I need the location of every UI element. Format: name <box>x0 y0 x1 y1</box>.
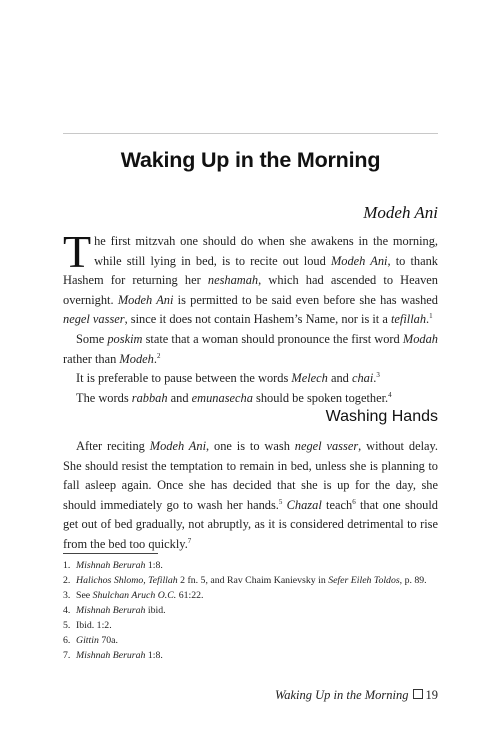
italic-term: Modeh <box>119 351 154 366</box>
text-run: rather than <box>63 351 120 366</box>
italic-term: Modah <box>402 331 438 346</box>
footnote-text-run: 61:22. <box>176 590 204 601</box>
italic-term: Modeh Ani <box>117 292 174 307</box>
footnote-italic-run: Gittin <box>76 635 99 646</box>
text-run: and <box>327 371 352 386</box>
chapter-title: Waking Up in the Morning <box>120 148 381 172</box>
italic-term: Modeh Ani, <box>330 253 391 268</box>
footnote-item <box>63 559 438 573</box>
text-run: , one is to wash <box>206 439 295 453</box>
italic-term: Modeh Ani <box>149 439 207 453</box>
top-rule <box>63 133 438 134</box>
section-title-modeh-ani: Modeh Ani <box>363 203 438 222</box>
footnote-ref-7[interactable]: 7 <box>187 536 192 545</box>
text-run: and <box>167 390 192 405</box>
italic-term: emunasecha <box>191 390 253 405</box>
paragraph-5 <box>63 437 438 555</box>
text-run: state that a woman should pronounce the first word <box>142 331 403 346</box>
text-run: After reciting <box>76 439 150 453</box>
footnote-italic-run: Mishnah Berurah <box>76 560 146 571</box>
footnote-item <box>63 604 438 618</box>
italic-term: Melech <box>291 371 328 386</box>
footnote-text-run: 1:8. <box>145 650 163 661</box>
italic-term: tefillah <box>390 312 427 327</box>
paragraph-1 <box>63 226 438 330</box>
footnote-text <box>76 559 438 573</box>
text-run: , which had ascended to Heaven overnight. <box>63 273 438 307</box>
text-run: , since it does not contain Hashem’s Name, nor is it a <box>124 312 391 327</box>
footnote-text <box>76 634 438 648</box>
drop-cap: T <box>63 226 92 277</box>
footnote-number: 4. <box>63 605 71 616</box>
footnote-text-run: 70a. <box>98 635 118 646</box>
footnote-number: 2. <box>63 575 71 586</box>
italic-term: Chazal <box>286 497 322 512</box>
footnote-ref-3[interactable]: 3 <box>376 371 380 380</box>
footnote-number: 7. <box>63 650 71 661</box>
footnote-ref-4[interactable]: 4 <box>388 390 392 399</box>
text-run: Some <box>76 331 108 346</box>
footnote-ref-1[interactable]: 1 <box>429 312 433 321</box>
footnote-text <box>76 604 438 618</box>
running-title: Waking Up in the Morning <box>274 688 409 702</box>
footnote-text <box>76 574 438 588</box>
section-modeh-ani-body <box>63 226 438 408</box>
footnote-item <box>63 574 438 588</box>
running-footer <box>275 688 438 703</box>
section-washing-hands-body <box>63 437 438 555</box>
text-run: that one should get out of bed gradually, not abruptly, as it is considered detrimental to rise from the bed too quickly. <box>63 497 438 551</box>
text-run: It is preferable to pause between the words <box>76 371 292 386</box>
footnote-text <box>76 589 438 603</box>
footnote-item <box>63 649 438 663</box>
footnote-text-run: , p. 89. <box>399 575 427 586</box>
italic-term: poskim <box>107 331 143 346</box>
footnote-text <box>76 619 438 633</box>
footnote-italic-run: Mishnah Berurah <box>76 605 146 616</box>
footnote-number: 3. <box>63 590 71 601</box>
footnote-text <box>76 649 438 663</box>
text-run: . <box>426 312 430 327</box>
italic-term: chai <box>351 371 374 386</box>
paragraph-4 <box>63 389 438 409</box>
footnote-number: 1. <box>63 560 71 571</box>
footnote-number: 6. <box>63 635 71 646</box>
footnote-ref-6[interactable]: 6 <box>352 497 356 506</box>
footnote-item <box>63 589 438 603</box>
text-run: he first mitzvah one should do when she awakens in the morning, while still lying in bed, is to recite out loud <box>94 234 438 268</box>
italic-term: negel vasser <box>294 439 359 453</box>
text-run: . <box>373 371 377 386</box>
footnote-item <box>63 619 438 633</box>
footnote-italic-run: Shulchan Aruch O.C. <box>92 590 177 601</box>
footnote-italic-run: Sefer Eileh Toldos <box>328 575 400 586</box>
paragraph-2 <box>63 330 438 369</box>
paragraph-3 <box>63 369 438 389</box>
footnote-rule <box>63 553 158 554</box>
text-run: to thank Hashem for returning her <box>63 253 438 288</box>
footnote-text-run: 1:8. <box>145 560 163 571</box>
square-box-icon <box>413 689 423 699</box>
footnote-item <box>63 634 438 648</box>
page-number: 19 <box>425 688 438 702</box>
footnote-text-run: See <box>76 590 93 601</box>
footnote-italic-run: Halichos Shlomo, Tefillah <box>76 575 178 586</box>
text-run: should be spoken together. <box>252 390 389 405</box>
footnote-ref-2[interactable]: 2 <box>156 351 161 360</box>
text-run: is permitted to be said even before she has washed <box>173 292 438 307</box>
italic-term: rabbah <box>131 390 168 405</box>
text-run: The words <box>76 390 132 405</box>
footnote-text-run: Ibid. 1:2. <box>76 620 112 631</box>
footnote-ref-5[interactable]: 5 <box>278 497 283 506</box>
text-run: teach <box>321 497 353 512</box>
footnote-text-run: ibid. <box>145 605 166 616</box>
footnote-italic-run: Mishnah Berurah <box>76 650 146 661</box>
text-run: , without delay. She should resist the temptation to remain in bed, unless she is planning to fall asleep again. Once she has decided that she is up for the day, she should immediately go to wash her hands. <box>63 439 438 512</box>
footnote-text-run: 2 fn. 5, and Rav Chaim Kanievsky in <box>177 575 329 586</box>
footnotes-list <box>63 559 438 664</box>
italic-term: neshamah <box>207 273 259 288</box>
section-title-washing-hands: Washing Hands <box>325 408 438 425</box>
footnote-number: 5. <box>63 620 71 631</box>
text-run: . <box>153 351 157 366</box>
italic-term: negel vasser <box>63 312 125 327</box>
